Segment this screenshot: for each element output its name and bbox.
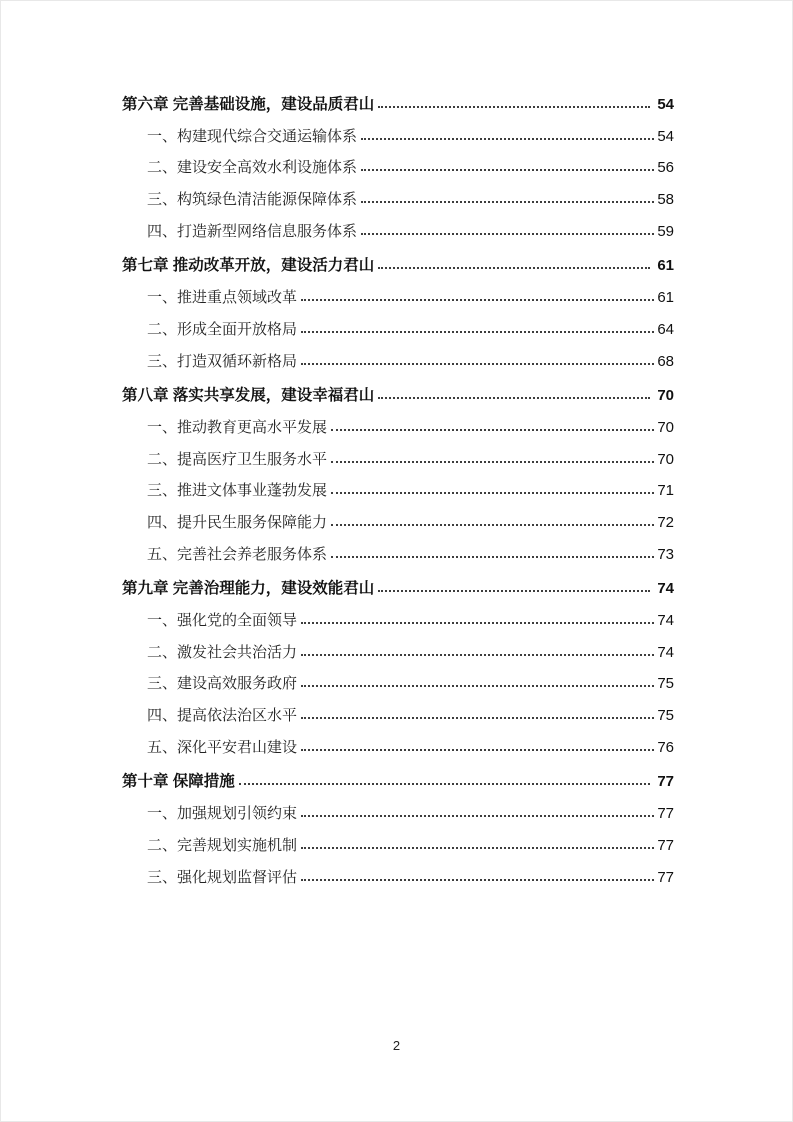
toc-item-page-number: 71	[657, 482, 674, 500]
toc-item-page-number: 54	[657, 127, 674, 145]
toc-item-page-number: 61	[657, 289, 674, 307]
toc-item-row	[122, 798, 674, 830]
toc-item-row	[122, 862, 674, 894]
dot-leader	[301, 815, 654, 817]
dot-leader	[378, 397, 650, 399]
toc-item-page-number: 77	[657, 868, 674, 886]
dot-leader	[301, 299, 654, 301]
toc-item-page-number: 75	[657, 675, 674, 693]
toc-item-row	[122, 184, 674, 216]
toc-item-page-number: 74	[657, 643, 674, 661]
toc-chapter-title: 第八章 落实共享发展，建设幸福君山	[122, 387, 375, 405]
toc-chapter-row	[122, 250, 674, 282]
dot-leader	[301, 331, 654, 333]
dot-leader	[301, 685, 654, 687]
dot-leader	[301, 879, 654, 881]
toc-item-page-number: 76	[657, 738, 674, 756]
dot-leader	[301, 717, 654, 719]
toc-item-page-number: 77	[657, 805, 674, 823]
toc-item-title: 二、完善规划实施机制	[147, 837, 298, 854]
toc-item-title: 三、建设高效服务政府	[147, 676, 298, 693]
toc-item-row	[122, 152, 674, 184]
toc-item-page-number: 59	[657, 222, 674, 240]
dot-leader	[361, 169, 654, 171]
dot-leader	[378, 590, 650, 592]
toc-chapter-title: 第六章 完善基础设施，建设品质君山	[122, 96, 375, 113]
dot-leader	[331, 461, 654, 463]
toc-item-title: 二、提高医疗卫生服务水平	[147, 451, 328, 468]
dot-leader	[301, 363, 654, 365]
toc-item-title: 三、构筑绿色清洁能源保障体系	[147, 192, 358, 209]
toc-item-title: 四、打造新型网络信息服务体系	[147, 223, 358, 240]
toc-item-row	[122, 412, 674, 444]
toc-item-page-number: 68	[657, 352, 674, 370]
toc-item-title: 一、加强规划引领约束	[147, 806, 298, 823]
dot-leader	[301, 622, 654, 624]
toc-chapter-title: 第九章 完善治理能力，建设效能君山	[122, 580, 375, 598]
page-number: 2	[392, 1038, 401, 1053]
toc-item-row	[122, 121, 674, 153]
toc-item-row	[122, 539, 674, 571]
toc-item-title: 四、提高依法治区水平	[147, 708, 298, 725]
dot-leader	[301, 654, 654, 656]
toc-item-row	[122, 668, 674, 700]
table-of-contents	[122, 89, 674, 893]
toc-chapter-row	[122, 89, 674, 121]
toc-chapter-title: 第十章 保障措施	[122, 773, 235, 791]
toc-item-page-number: 72	[657, 513, 674, 531]
toc-item-title: 二、激发社会共治活力	[147, 644, 298, 661]
toc-item-title: 五、深化平安君山建设	[147, 739, 298, 756]
toc-item-row	[122, 216, 674, 248]
toc-item-title: 一、推动教育更高水平发展	[147, 419, 328, 436]
toc-item-row	[122, 700, 674, 732]
dot-leader	[239, 783, 650, 785]
toc-item-row	[122, 475, 674, 507]
toc-chapter-row	[122, 766, 674, 798]
dot-leader	[361, 138, 654, 140]
toc-item-row	[122, 314, 674, 346]
toc-chapter-title: 第七章 推动改革开放，建设活力君山	[122, 257, 375, 275]
toc-chapter-row	[122, 380, 674, 412]
toc-item-page-number: 70	[657, 450, 674, 468]
dot-leader	[331, 556, 654, 558]
toc-item-row	[122, 637, 674, 669]
toc-item-title: 一、推进重点领域改革	[147, 290, 298, 307]
toc-item-title: 五、完善社会养老服务体系	[147, 546, 328, 563]
toc-item-page-number: 64	[657, 320, 674, 338]
toc-item-row	[122, 444, 674, 476]
dot-leader	[331, 492, 654, 494]
toc-item-page-number: 73	[657, 545, 674, 563]
toc-item-page-number: 58	[657, 191, 674, 209]
toc-chapter-page-number: 61	[657, 257, 674, 275]
toc-chapter-page-number: 70	[657, 387, 674, 405]
toc-item-page-number: 74	[657, 612, 674, 629]
dot-leader	[361, 201, 654, 203]
dot-leader	[301, 749, 654, 751]
dot-leader	[361, 233, 654, 235]
toc-item-row	[122, 605, 674, 637]
toc-item-title: 二、形成全面开放格局	[147, 321, 298, 338]
toc-item-page-number: 56	[657, 159, 674, 177]
toc-item-title: 三、强化规划监督评估	[147, 869, 298, 886]
toc-item-title: 四、提升民生服务保障能力	[147, 514, 328, 531]
toc-item-row	[122, 346, 674, 378]
toc-chapter-page-number: 77	[657, 773, 674, 791]
dot-leader	[331, 429, 654, 431]
dot-leader	[301, 847, 654, 849]
toc-item-page-number: 77	[657, 836, 674, 854]
toc-item-page-number: 75	[657, 707, 674, 725]
toc-chapter-page-number: 54	[657, 96, 674, 113]
toc-chapter-row	[122, 573, 674, 605]
toc-item-title: 三、推进文体事业蓬勃发展	[147, 483, 328, 500]
toc-item-row	[122, 830, 674, 862]
toc-item-row	[122, 282, 674, 314]
toc-item-title: 二、建设安全高效水利设施体系	[147, 160, 358, 177]
toc-item-title: 一、强化党的全面领导	[147, 613, 298, 629]
toc-item-title: 一、构建现代综合交通运输体系	[147, 128, 358, 145]
toc-item-title: 三、打造双循环新格局	[147, 353, 298, 370]
toc-chapter-page-number: 74	[657, 580, 674, 598]
dot-leader	[378, 106, 650, 108]
dot-leader	[331, 524, 654, 526]
toc-item-page-number: 70	[657, 418, 674, 436]
toc-item-row	[122, 507, 674, 539]
toc-item-row	[122, 732, 674, 764]
dot-leader	[378, 267, 650, 269]
